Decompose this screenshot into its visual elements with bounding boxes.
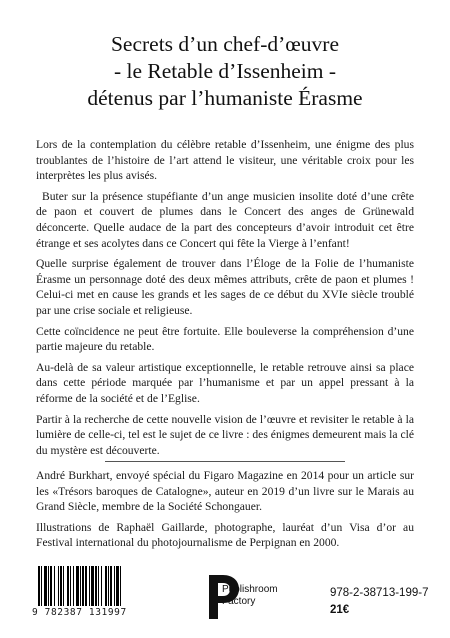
title-line-3: détenus par l’humaniste Érasme — [87, 86, 363, 110]
author-bio: André Burkhart, envoyé spécial du Figaro Magazine en 2014 pour un article sur les «Trésors baroques de Catalogne», auteur en 2019 d’un livre sur le Marais au Grand Siècle, membre de la Société Schongauer. — [36, 469, 414, 514]
publisher-line-1: Publishroom — [222, 584, 278, 595]
barcode-digits: 9 782387 131997 — [32, 606, 162, 620]
paragraph: Partir à la recherche de cette nouvelle vision de l’œuvre et revisiter le retable à la lumière de celle-ci, tel est le sujet de ce livre : des énigmes demeurent mais la clé du mystère est découverte. — [36, 412, 414, 457]
book-title — [0, 31, 450, 112]
isbn: 978-2-38713-199-7 — [330, 587, 429, 599]
divider — [105, 461, 345, 462]
title-line-1: Secrets d’un chef-d’œuvre — [110, 32, 340, 56]
paragraph: Buter sur la présence stupéfiante d’un ange musicien insolite doté d’une crête de paon et couvert de plumes dans le Concert des anges de Grünewald déconcerte. Quelle audace de la part des concepteurs d’avoir introduit cet être étrange et ses acolytes dans ce Concert qui fête la Vierge à l’enfant! — [36, 189, 414, 250]
title-line-2: - le Retable d’Issenheim - — [113, 59, 337, 83]
paragraph: Cette coïncidence ne peut être fortuite. Elle bouleverse la compréhension d’une partie majeure du retable. — [36, 324, 414, 354]
publisher-name — [222, 584, 278, 608]
back-cover-text — [36, 137, 414, 463]
author-section — [36, 468, 414, 556]
publisher-line-2: Factory — [222, 596, 256, 607]
paragraph: Quelle surprise également de trouver dans l’Éloge de la Folie de l’humaniste Érasme un personnage doté des deux mêmes attributs, crête de paon et plumes ! Celui-ci met en cause les grands et les sages de ce début du XVIe siècle troublé par une crise sociale et religieuse. — [36, 257, 414, 317]
price: 21€ — [330, 604, 350, 616]
paragraph: Au-delà de sa valeur artistique exceptionnelle, le retable retrouve ainsi sa place dans cette période marquée par l’humanisme et par un appel pressant à la réforme de la société et de l’Eglise. — [36, 360, 414, 405]
illustrations-credit: Illustrations de Raphaël Gaillarde, photographe, lauréat d’un Visa d’or au Festival international du photojournalisme de Perpignan en 2000. — [36, 520, 414, 550]
paragraph: Lors de la contemplation du célèbre retable d’Issenheim, une énigme des plus troublantes de l’histoire de l’art attend le visiteur, une véritable croix pour les interprètes les plus avisés. — [36, 138, 414, 183]
